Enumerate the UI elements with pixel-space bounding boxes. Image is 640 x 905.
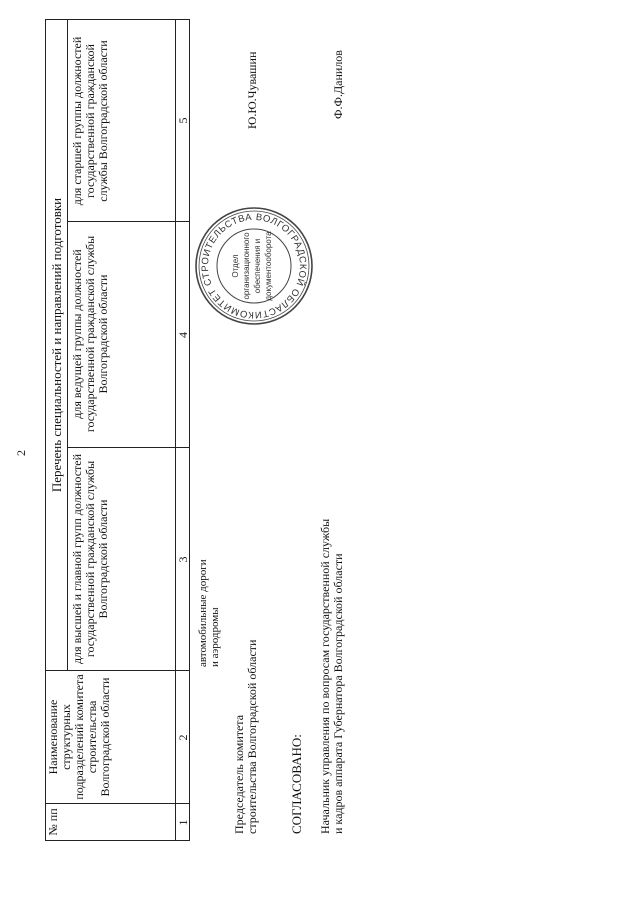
column-number-2: 2 [176,734,190,741]
header-specialties-list: Перечень специальностей и направлений подготовки [49,197,64,493]
header-senior-group: для старшей группы должностей государственной гражданской службы Волгоградской области [70,36,110,206]
agreed-position-line2: и кадров аппарата Губернатора Волгоградской области [331,553,345,834]
agreed-position-line1: Начальник управления по вопросам государственной службы [318,518,332,834]
organization-stamp [193,205,315,327]
column-number-4: 4 [176,332,190,338]
chairman-name: Ю.Ю.Чувашин [245,51,259,129]
column-number-1: 1 [176,819,190,826]
header-number: № пп [46,808,60,836]
column-number-5: 5 [176,117,190,124]
column-number-3: 3 [176,556,190,563]
stamp-center-line4: документооборота [264,231,273,301]
page-number: 2 [14,450,28,456]
stamp-ring-text: КОМИТЕТ СТРОИТЕЛЬСТВА ВОЛГОГРАДСКОЙ ОБЛАСТИ [199,211,309,321]
agreed-name: Ф.Ф.Данилов [331,50,345,119]
stamp-center-line1: Отдел [231,254,240,278]
stamp-center-line2: организационного [242,232,251,300]
stamp-seal-icon [193,205,315,327]
continued-text: автомобильные дороги и аэродромы [197,559,221,667]
header-highest-group: для высшей и главной групп должностей государственной гражданской службы Волгоградской области [70,453,110,665]
header-subdivision-name: Наименование структурных подразделений комитета строительства Волгоградской области [46,674,112,800]
chairman-position-line2: строительства Волгоградской области [245,639,259,834]
header-leading-group: для ведущей группы должностей государственной гражданской службы Волгоградской области [70,235,110,433]
stamp-center-line3: обеспечения и [253,238,262,294]
specialties-table [45,19,190,841]
agreed-label: СОГЛАСОВАНО: [289,734,304,834]
chairman-position-line1: Председатель комитета [232,714,246,834]
